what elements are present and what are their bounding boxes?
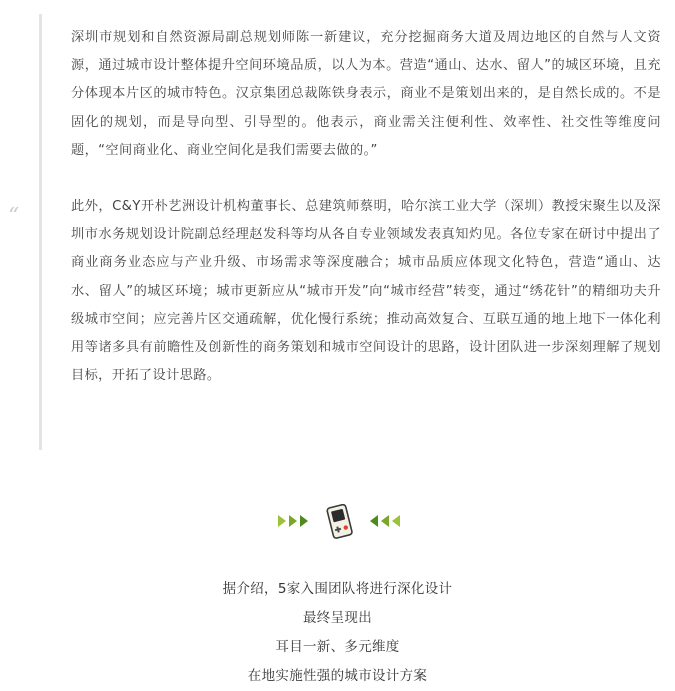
caption-line-1: 据介绍，5家入围团队将进行深化设计 bbox=[222, 581, 453, 597]
arrow-left-3 bbox=[392, 515, 400, 527]
quote-paragraph-1: 深圳市规划和自然资源局副总规划师陈一新建议，充分挖掘商务大道及周边地区的自然与人文资源，通过城市设计整体提升空间环境品质，以人为本。营造“通山、达水、留人”的城区环境，且充分体现本片区的城市特色。汉京集团总裁陈铁身表示，商业不是策划出来的，是自然长成的。不是固化的规划，而是导向型、引导型的。他表示，商业需关注便利性、效率性、社交性等维度问题，“空间商业化、商业空间化是我们需要去做的。” bbox=[71, 30, 661, 158]
quote-paragraph-2: 此外，C&Y开朴艺洲设计机构董事长、总建筑师蔡明，哈尔滨工业大学（深圳）教授宋聚生以及深圳市水务规划设计院副总经理赵发科等均从各自专业领域发表真知灼见。各位专家在研讨中提出了商业商务业态应与产业升级、市场需求等深度融合；城市品质应体现文化特色，营造“通山、达水、留人”的城区环境；城市更新应从“城市开发”向“城市经营”转变，通过“绣花针”的精细功夫升级城市空间；应完善片区交通疏解，优化慢行系统；推动高效复合、互联互通的地上地下一体化利用等诸多具有前瞻性及创新性的商务策划和城市空间设计的思路，设计团队进一步深刻理解了规划目标，开拓了设计思路。 bbox=[71, 199, 661, 384]
right-pointing-arrows-icon bbox=[278, 515, 308, 527]
section-divider bbox=[0, 504, 675, 540]
caption-line-4: 在地实施性强的城市设计方案 bbox=[247, 668, 428, 684]
caption-line-3: 耳目一新、多元维度 bbox=[275, 639, 400, 655]
arrow-right-2 bbox=[289, 515, 297, 527]
arrow-right-1 bbox=[278, 515, 286, 527]
caption-line-2: 最终呈现出 bbox=[303, 610, 372, 626]
console-body bbox=[327, 504, 353, 539]
quote-body bbox=[71, 24, 661, 390]
arrow-right-3 bbox=[300, 515, 308, 527]
quote-left-bar bbox=[39, 14, 42, 450]
quote-mark-icon: “ bbox=[8, 204, 20, 229]
arrow-left-2 bbox=[381, 515, 389, 527]
handheld-game-console-icon bbox=[327, 504, 353, 539]
arrow-left-1 bbox=[370, 515, 378, 527]
left-pointing-arrows-icon bbox=[370, 515, 400, 527]
caption-block bbox=[0, 575, 675, 691]
